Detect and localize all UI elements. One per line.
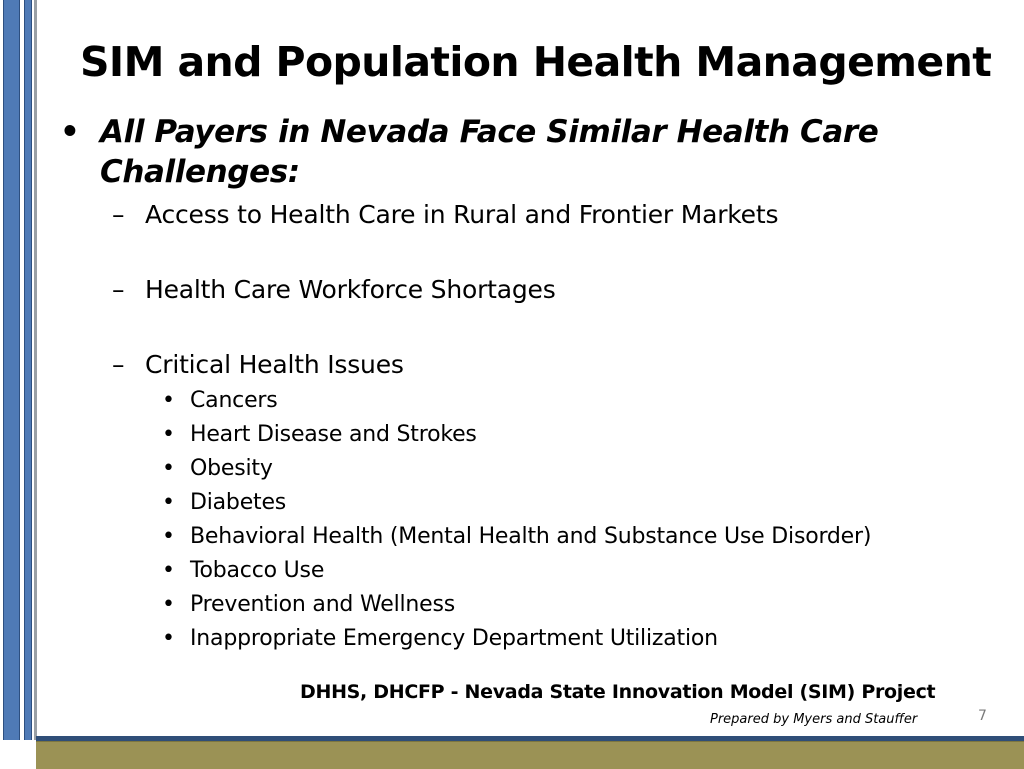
sub-item-text: Health Care Workforce Shortages xyxy=(145,275,556,304)
dash-icon: – xyxy=(112,200,125,229)
left-blue-bar-wide xyxy=(3,0,20,740)
issue-text: Diabetes xyxy=(190,490,287,515)
list-item xyxy=(162,588,871,622)
bottom-left-corner xyxy=(0,740,36,768)
footer-prepared-by: Prepared by Myers and Stauffer xyxy=(710,712,918,727)
footer-project-name: DHHS, DHCFP - Nevada State Innovation Model (SIM) Project xyxy=(300,681,936,703)
bullet-icon: • xyxy=(162,592,175,617)
issue-text: Inappropriate Emergency Department Utilization xyxy=(190,626,718,651)
list-item xyxy=(162,622,871,656)
heading-bullet xyxy=(60,112,940,192)
list-item xyxy=(112,199,778,231)
sub-item-text: Access to Health Care in Rural and Frontier Markets xyxy=(145,200,779,229)
left-decor-band xyxy=(0,0,36,740)
sub-item-text: Critical Health Issues xyxy=(145,350,404,379)
bullet-icon: • xyxy=(162,626,175,651)
slide-title: SIM and Population Health Management xyxy=(80,38,992,86)
list-item xyxy=(162,520,871,554)
bottom-olive-bar xyxy=(36,741,1024,769)
list-item xyxy=(162,486,871,520)
issue-text: Prevention and Wellness xyxy=(190,592,456,617)
issue-text: Heart Disease and Strokes xyxy=(190,422,477,447)
issue-text: Behavioral Health (Mental Health and Substance Use Disorder) xyxy=(190,524,872,549)
bullet-icon: • xyxy=(162,490,175,515)
dash-icon: – xyxy=(112,350,125,379)
issue-text: Cancers xyxy=(190,388,278,413)
list-item xyxy=(162,452,871,486)
dash-icon: – xyxy=(112,275,125,304)
list-item xyxy=(162,554,871,588)
list-item xyxy=(112,274,556,306)
list-item xyxy=(112,349,404,381)
issue-text: Tobacco Use xyxy=(190,558,325,583)
heading-bullet-text: All Payers in Nevada Face Similar Health Care Challenges: xyxy=(100,114,879,190)
critical-issues-list xyxy=(162,384,871,656)
bullet-icon: • xyxy=(162,524,175,549)
left-blue-bar-narrow xyxy=(24,0,32,740)
list-item xyxy=(162,384,871,418)
page-number: 7 xyxy=(978,708,987,724)
bullet-icon: • xyxy=(162,388,175,413)
bullet-icon: • xyxy=(162,422,175,447)
left-gray-bar xyxy=(34,0,37,740)
bullet-icon: • xyxy=(162,456,175,481)
list-item xyxy=(162,418,871,452)
bullet-icon: • xyxy=(162,558,175,583)
bullet-icon: • xyxy=(60,114,80,150)
issue-text: Obesity xyxy=(190,456,273,481)
